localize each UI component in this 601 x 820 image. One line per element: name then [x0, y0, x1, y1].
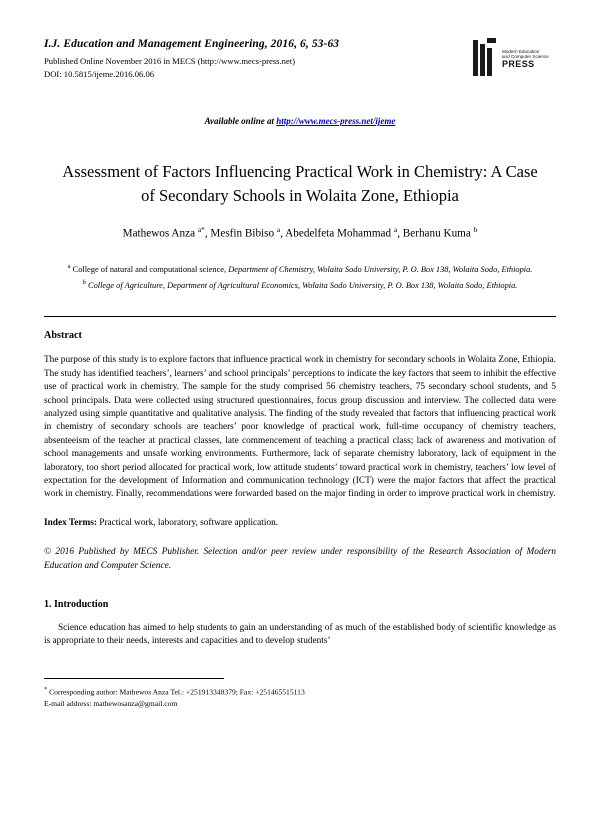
book-icon: [472, 38, 498, 78]
logo-line1: Modern Education: [502, 48, 540, 54]
footnote-corresponding-author: * Corresponding author: Mathewos Anza Tel.: +251913348379; Fax: +251465515113: [44, 686, 305, 697]
footnote-email: E-mail address: mathewosanza@gmail.com: [44, 698, 178, 708]
journal-published-line: Published Online November 2016 in MECS (http://www.mecs-press.net): [44, 56, 296, 66]
index-terms-label: Index Terms:: [44, 517, 97, 528]
journal-url-link[interactable]: http://www.mecs-press.net/ijeme: [276, 116, 396, 126]
affiliation-a: $^a$ College of natural and computational science, Department of Chemistry, Wolaita Sodo University, P. O. Box 138, Wolaita Sodo, Ethiopia.: [67, 262, 533, 274]
section-heading-introduction: 1. Introduction: [44, 599, 109, 611]
abstract-heading: Abstract: [44, 330, 82, 342]
page-title: Assessment of Factors Influencing Practical Work in Chemistry: A Case of Secondary Schools in Wolaita Zone, Ethiopia: [62, 162, 538, 205]
available-online-line: [44, 116, 556, 126]
logo-text: [502, 49, 549, 68]
journal-header: [44, 38, 556, 90]
copyright-notice: © 2016 Published by MECS Publisher. Selection and/or peer review under responsibility of the Research Association of Modern Education and Computer Science.: [44, 547, 556, 571]
index-terms: [44, 517, 556, 530]
journal-title: I.J. Education and Management Engineering, 2016, 6, 53-63: [44, 38, 340, 50]
affiliation-b: $^b$ College of Agriculture, Department of Agricultural Economics, Wolaita Sodo University, P. O. Box 138, Wolaita Sodo, Ethiopia.: [82, 279, 518, 291]
introduction-paragraph: Science education has aimed to help students to gain an understanding of as much of the established body of scientific knowledge as is appropriate to their needs, interests and capacities and to develop students’: [44, 623, 556, 647]
affiliations: [52, 260, 548, 293]
publisher-logo: [472, 32, 556, 84]
page-content: [44, 38, 556, 649]
author-list: Mathewos Anza $^{a*}$, Mesfin Bibiso $^a$, Abedelfeta Mohammad $^a$, Berhanu Kuma $^b$: [122, 225, 478, 240]
journal-doi-line: DOI: 10.5815/ijeme.2016.06.06: [44, 68, 155, 79]
divider: [44, 316, 556, 317]
abstract-text: The purpose of this study is to explore factors that influence practical work in chemistry for secondary schools in Wolaita Zone, Ethiopia. The study has identified teachers’, learners’ and school principals’ perceptions to indicate the key factors that seem to inhibit the effective use of practical work in chemistry. The sample for the study comprised 56 chemistry teachers, 75 secondary school students, and 5 school principals. Data were collected using structured questionnaires, focus group discussion and interview. The collected data were analyzed using simple quantitative and qualitative analysis. The finding of the study revealed that factors that influencing practical work in chemistry of secondary schools are teachers’ poor knowledge of practical work, full-time occupancy of chemistry teachers, absenteeism of the teacher at practical classes, late commencement of teaching a practical class; lack of awareness and motivation of school managements and unsafe working environments. Furthermore, lack of separate chemistry laboratory, lack of equipment in the laboratory, too short period allocated for practical work, low attitude students’ toward practical work in chemistry, teachers’ low level of expectation for the development of Information and communication technology (ICT) were the major factors that affect the practical work in chemistry. Finally, recommendations were forwarded based on the major finding in order to improve practical work in chemistry.: [44, 355, 556, 500]
footnote-block: [44, 678, 556, 709]
footnote-divider: [44, 678, 224, 679]
logo-line2: and Computer Science: [502, 54, 549, 60]
logo-press: PRESS: [502, 58, 535, 69]
available-online-label: Available online at: [204, 116, 277, 126]
index-terms-value: Practical work, laboratory, software application.: [99, 517, 279, 528]
